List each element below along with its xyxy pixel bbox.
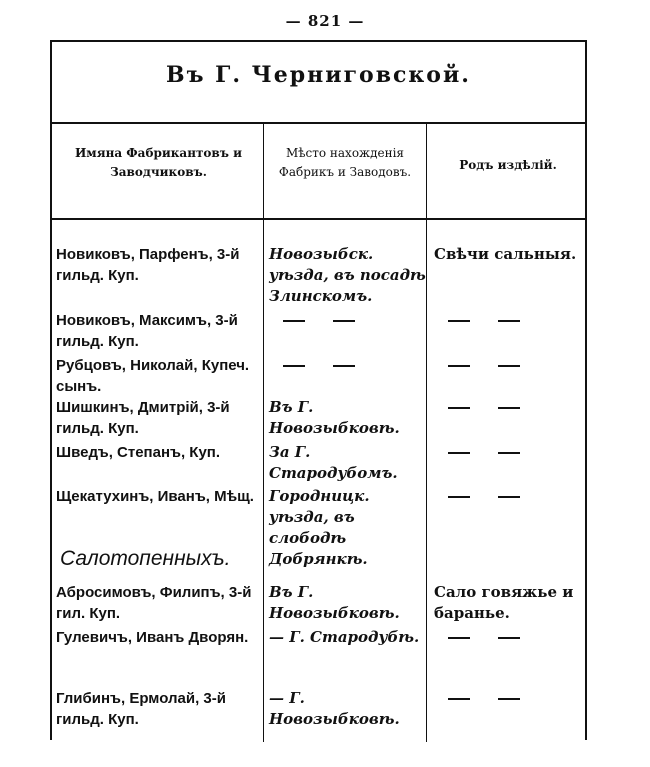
page-title: Въ Г. Черниговской. xyxy=(166,62,471,88)
row-5-location: За Г. Стародубомъ. xyxy=(269,443,398,482)
row-4-name: Шишкинъ, Дмитрій, 3-й гильд. Куп. xyxy=(56,399,230,437)
row-1-location: Новозыбск. уѣзда, въ посадѣ Злинскомъ. xyxy=(269,245,426,305)
row-9-product-ditto xyxy=(434,688,586,709)
title-divider xyxy=(52,122,585,124)
page-number: — 821 — xyxy=(285,12,365,30)
row-8-product-ditto xyxy=(434,627,586,648)
row-1-name: Новиковъ, Парфенъ, 3-й гильд. Куп. xyxy=(56,246,240,284)
header-name: Имяна Фабрикантовъ и Заводчиковъ. xyxy=(74,146,243,179)
row-7-name: Абросимовъ, Филипъ, 3-й гил. Куп. xyxy=(56,584,252,622)
row-4-product-ditto xyxy=(434,397,586,418)
row-6-product-ditto xyxy=(434,486,586,507)
row-8-name: Гулевичъ, Иванъ Дворян. xyxy=(56,629,249,646)
table-frame xyxy=(50,40,587,740)
row-8-location: — Г. Стародубѣ. xyxy=(269,628,420,646)
row-3-product-ditto xyxy=(434,355,586,376)
row-3-name: Рубцовъ, Николай, Купеч. сынъ. xyxy=(56,357,250,395)
row-5-name: Шведъ, Степанъ, Куп. xyxy=(56,444,221,461)
row-5-product-ditto xyxy=(434,442,586,463)
row-2-product-ditto xyxy=(434,310,586,331)
row-2-name: Новиковъ, Максимъ, 3-й гильд. Куп. xyxy=(56,312,238,350)
row-3-location-ditto xyxy=(269,355,429,376)
header-divider xyxy=(52,218,585,220)
header-product: Родъ издѣлій. xyxy=(459,158,557,172)
section-title: Салотопенныхъ. xyxy=(60,547,231,570)
row-7-location: Въ Г. Новозыбковѣ. xyxy=(269,583,400,622)
row-9-location: — Г. Новозыбковѣ. xyxy=(269,689,400,728)
row-1-product: Свѣчи сальныя. xyxy=(434,245,577,263)
header-location: Мѣсто нахожденія Фабрикъ и Заводовъ. xyxy=(278,146,412,179)
row-2-location-ditto xyxy=(269,310,429,331)
row-4-location: Въ Г. Новозыбковѣ. xyxy=(269,398,400,437)
row-6-location: Городницк. уѣзда, въ слободѣ Добрянкѣ. xyxy=(269,487,370,568)
row-7-product: Сало говяжье и баранье. xyxy=(434,583,574,622)
column-divider-1 xyxy=(263,124,264,742)
row-6-name: Щекатухинъ, Иванъ, Мѣщ. xyxy=(56,488,254,505)
row-9-name: Глибинъ, Ермолай, 3-й гильд. Куп. xyxy=(56,690,226,728)
